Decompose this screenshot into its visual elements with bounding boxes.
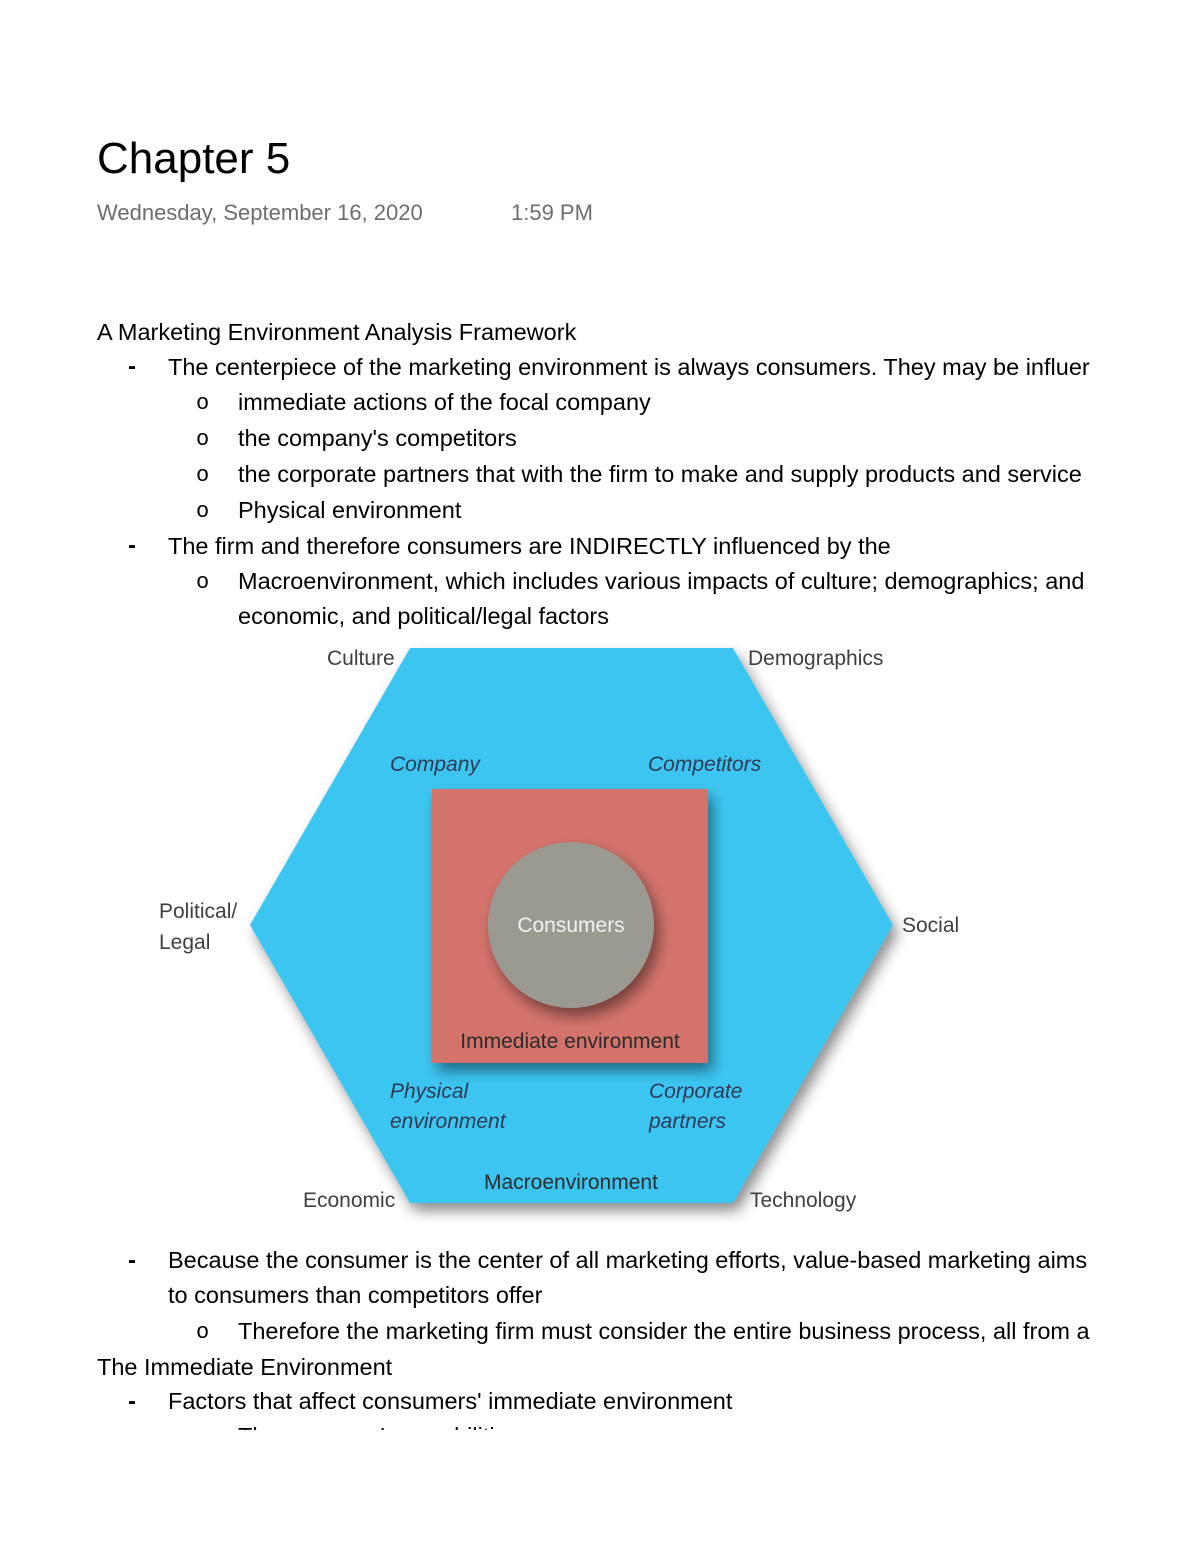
label-consumers: Consumers (517, 914, 625, 937)
label-macroenvironment: Macroenvironment (484, 1171, 658, 1194)
bullet-indirectly: The firm and therefore consumers are INDIRECTLY influenced by the (168, 533, 891, 559)
bullet-factors: Factors that affect consumers' immediate environment (168, 1388, 733, 1414)
dash-bullet: - (128, 1388, 136, 1415)
sub-bullet-company: immediate actions of the focal company (238, 389, 651, 415)
label-physical: Physical (390, 1080, 469, 1103)
circle-bullet: o (196, 570, 210, 595)
label-partners: partners (649, 1110, 727, 1133)
dash-bullet: - (128, 353, 136, 380)
label-competitors: Competitors (648, 753, 762, 776)
label-environment: environment (390, 1110, 506, 1133)
bullet-value-based-line2: to consumers than competitors offer (168, 1282, 543, 1308)
sub-bullet-macro-line2: economic, and political/legal factors (238, 603, 609, 629)
circle-bullet: o (196, 463, 210, 488)
label-corporate: Corporate (649, 1080, 743, 1103)
page-cut-off (0, 1430, 1200, 1553)
label-political: Political/ (159, 900, 238, 923)
circle-bullet: o (196, 499, 210, 524)
label-economic: Economic (303, 1189, 396, 1212)
bullet-value-based-line1: Because the consumer is the center of all marketing efforts, value-based marketing aims (168, 1247, 1088, 1273)
sub-bullet-macro-line1: Macroenvironment, which includes various impacts of culture; demographics; and (238, 568, 1085, 594)
section-heading-immediate: The Immediate Environment (97, 1354, 393, 1380)
sub-bullet-physical: Physical environment (238, 497, 462, 523)
marketing-environment-diagram (140, 638, 1000, 1228)
label-culture: Culture (327, 647, 395, 670)
page-time: 1:59 PM (511, 200, 593, 225)
circle-bullet: o (196, 391, 210, 416)
circle-bullet: o (196, 1320, 210, 1345)
label-company: Company (390, 753, 480, 776)
sub-bullet-business-process: Therefore the marketing firm must consider the entire business process, all from a (238, 1318, 1090, 1344)
sub-bullet-partners: the corporate partners that with the firm to make and supply products and service (238, 461, 1082, 487)
label-social: Social (902, 914, 960, 937)
label-legal: Legal (159, 931, 211, 954)
circle-bullet: o (196, 427, 210, 452)
sub-bullet-competitors: the company's competitors (238, 425, 517, 451)
section-heading-framework: A Marketing Environment Analysis Framework (97, 319, 577, 345)
page-title: Chapter 5 (97, 134, 291, 183)
label-immediate-environment: Immediate environment (460, 1030, 680, 1053)
label-demographics: Demographics (748, 647, 884, 670)
dash-bullet: - (128, 1247, 136, 1274)
page-date: Wednesday, September 16, 2020 (97, 200, 423, 225)
bullet-centerpiece: The centerpiece of the marketing environment is always consumers. They may be influer (168, 354, 1090, 380)
label-technology: Technology (750, 1189, 857, 1212)
dash-bullet: - (128, 532, 136, 559)
